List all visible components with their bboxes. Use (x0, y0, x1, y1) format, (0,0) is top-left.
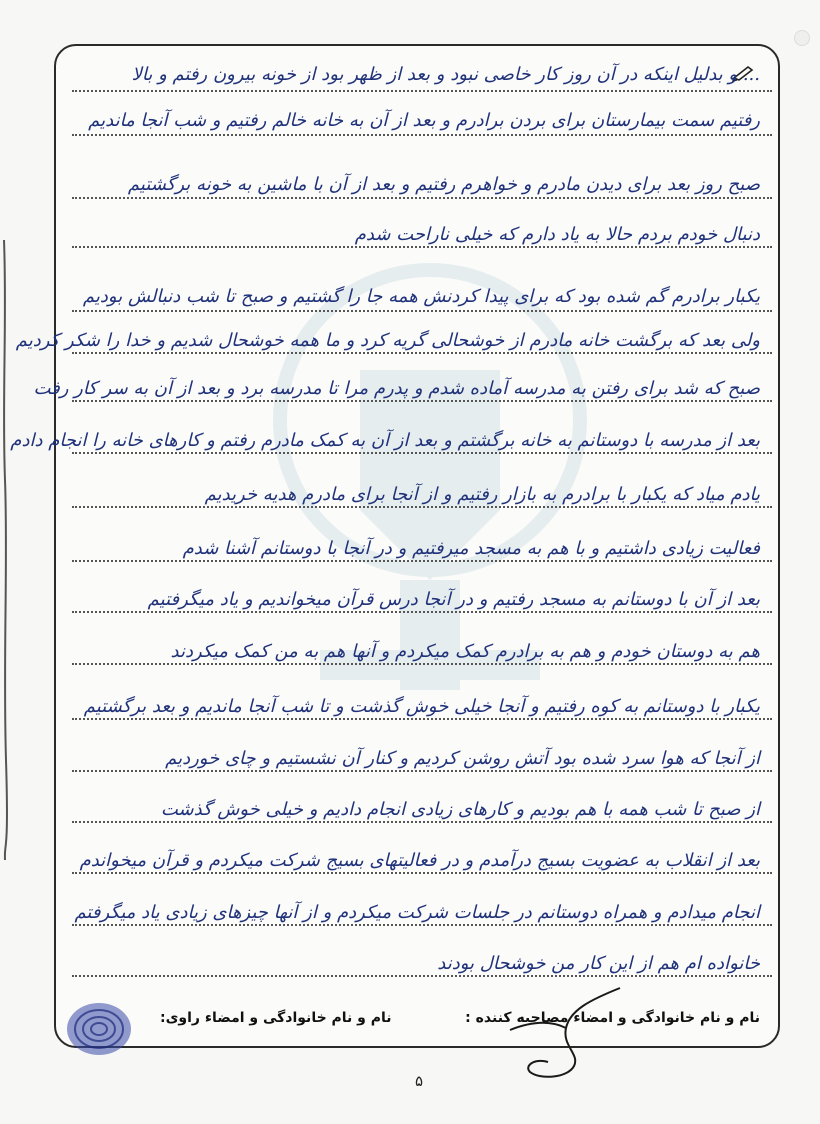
ruled-line (72, 872, 772, 874)
handwritten-line: انجام میدادم و همراه دوستانم در جلسات شرکت میکردم و از آنها چیزهای زیادی یاد میگرفتم (74, 902, 760, 923)
handwritten-line: ... و بدلیل اینکه در آن روز کار خاصی نبود و بعد از ظهر بود از خونه بیرون رفتم و بالا (131, 64, 760, 85)
handwritten-line: از صبح تا شب همه با هم بودیم و کارهای زیادی انجام دادیم و خیلی خوش گذشت (160, 799, 760, 820)
ruled-line (72, 90, 772, 92)
page-number: ۵ (414, 1072, 424, 1090)
handwritten-signature (470, 980, 660, 1090)
ruled-line (72, 770, 772, 772)
ruled-line (72, 310, 772, 312)
ruled-line (72, 246, 772, 248)
handwritten-line: یکبار با دوستانم به کوه رفتیم و آنجا خیلی خوش گذشت و تا شب آنجا ماندیم و بعد برگشتیم (83, 696, 760, 717)
ruled-line (72, 821, 772, 823)
ruled-line (72, 718, 772, 720)
handwritten-line: خانواده ام هم از این کار من خوشحال بودند (437, 953, 760, 974)
ruled-line (72, 975, 772, 977)
scan-edge-shadow (0, 240, 8, 860)
ruled-line (72, 611, 772, 613)
handwritten-line: یکبار برادرم گم شده بود که برای پیدا کردنش همه جا را گشتیم و صبح تا شب دنبالش بودیم (82, 286, 760, 307)
fingerprint-stamp (64, 1000, 134, 1058)
handwritten-line: هم به دوستان خودم و هم به برادرم کمک میکردم و آنها هم به من کمک میکردند (170, 641, 760, 662)
handwritten-line: صبح روز بعد برای دیدن مادرم و خواهرم رفتیم و بعد از آن با ماشین به خونه برگشتیم (127, 174, 760, 195)
handwritten-line: صبح که شد برای رفتن به مدرسه آماده شدم و پدرم مرا تا مدرسه برد و بعد از آن به سر کار رفت (33, 378, 760, 399)
handwritten-line: ولی بعد که برگشت خانه مادرم از خوشحالی گریه کرد و ما همه خوشحال شدیم و خدا را شکر کردیم (15, 330, 760, 351)
ruled-line (72, 400, 772, 402)
ruled-line (72, 197, 772, 199)
handwritten-line: از آنجا که هوا سرد شده بود آتش روشن کردیم و کنار آن نشستیم و چای خوردیم (165, 748, 760, 769)
handwritten-line: دنبال خودم بردم حالا به یاد دارم که خیلی ناراحت شدم (354, 224, 760, 245)
handwritten-line: یادم میاد که یکبار با برادرم به بازار رفتیم و از آنجا برای مادرم هدیه خریدیم (204, 484, 760, 505)
ruled-line (72, 560, 772, 562)
ruled-line (72, 134, 772, 136)
ruled-line (72, 352, 772, 354)
ruled-line (72, 663, 772, 665)
handwritten-line: بعد از انقلاب به عضویت بسیج درآمدم و در فعالیتهای بسیج شرکت میکردم و قرآن میخواندم (79, 850, 760, 871)
handwritten-line: بعد از آن با دوستانم به مسجد رفتیم و در آنجا درس قرآن میخواندیم و یاد میگرفتیم (147, 589, 760, 610)
interviewer-signature-label: نام و نام خانوادگی و امضاء مصاحبه کننده : (465, 1010, 760, 1026)
ruled-line (72, 452, 772, 454)
ruled-line (72, 924, 772, 926)
ruled-line (72, 506, 772, 508)
handwritten-line: فعالیت زیادی داشتیم و با هم به مسجد میرفتیم و در آنجا با دوستانم آشنا شدم (182, 538, 760, 559)
narrator-signature-label: نام و نام خانوادگی و امضاء راوی: (160, 1010, 392, 1026)
binder-hole (794, 30, 810, 46)
handwritten-line: رفتیم سمت بیمارستان برای بردن برادرم و بعد از آن به خانه خالم رفتیم و شب آنجا ماندیم (88, 110, 760, 131)
handwritten-line: بعد از مدرسه با دوستانم به خانه برگشتم و بعد از آن به کمک مادرم رفتم و کارهای خانه را انجام دادم (10, 430, 760, 451)
